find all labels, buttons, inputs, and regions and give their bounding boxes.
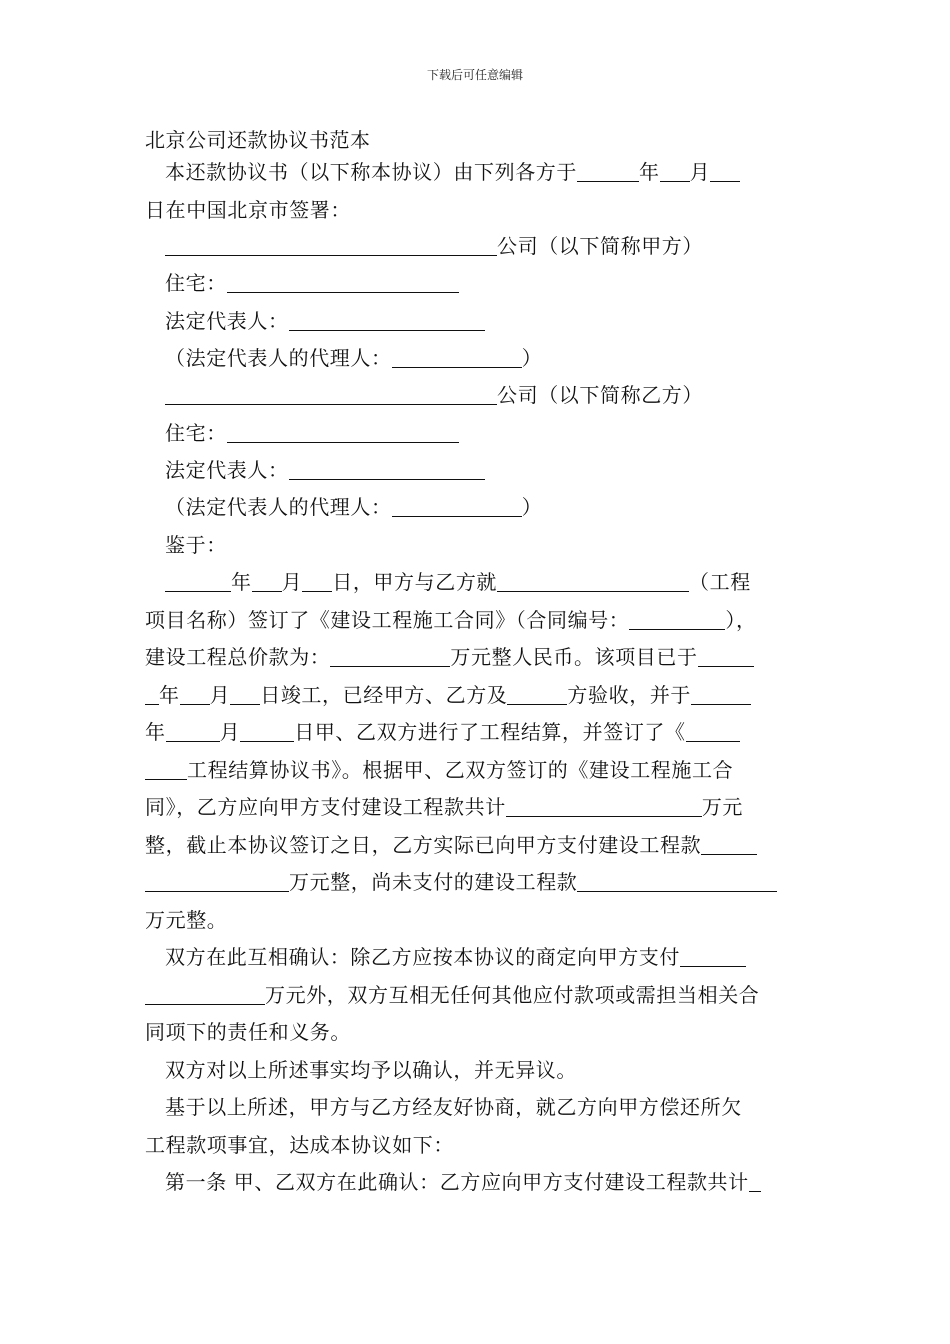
party-b-address-line: 住宅： [145, 418, 830, 448]
party-b-representative-line: 法定代表人： [145, 455, 830, 485]
blank-representative [289, 308, 485, 331]
paragraph-line: 年 月 日甲、乙双方进行了工程结算，并签订了《 [145, 717, 810, 747]
paragraph-line: 万元整，尚未支付的建设工程款 [145, 867, 810, 897]
blank-project-name [497, 569, 689, 592]
paragraph-line: 年 月 日，甲方与乙方就 （工程 [145, 567, 830, 597]
paragraph-line: 工程款项事宜，达成本协议如下： [145, 1133, 454, 1157]
blank-address [227, 270, 459, 293]
blank-month [180, 682, 210, 705]
blank-settlement-name [686, 719, 740, 742]
blank-party-a-name [165, 233, 497, 256]
blank-year-cont [145, 682, 159, 705]
paragraph-line: 整，截止本协议签订之日，乙方实际已向甲方支付建设工程款 [145, 830, 810, 860]
blank-year [577, 159, 639, 182]
paragraph-line: 项目名称）签订了《建设工程施工合同》（合同编号： ）， [145, 608, 757, 632]
paragraph-line: 建设工程总价款为： 万元整人民币。该项目已于 [145, 642, 810, 672]
blank-month [252, 569, 282, 592]
blank-agent [392, 345, 522, 368]
blank-day [710, 159, 740, 182]
blank-payable-amount [680, 944, 746, 967]
blank-amount [749, 1169, 761, 1192]
article-one-line: 第一条 甲、乙双方在此确认：乙方应向甲方支付建设工程款共计 [145, 1167, 830, 1197]
blank-settlement-name-cont [145, 757, 187, 780]
whereas-heading: 鉴于： [165, 533, 227, 557]
blank-year [698, 644, 754, 667]
blank-day [302, 569, 332, 592]
blank-paid-amount-cont [145, 869, 289, 892]
paragraph-line: 同项下的责任和义务。 [145, 1020, 351, 1044]
blank-address [227, 420, 459, 443]
paragraph-line: 双方在此互相确认：除乙方应按本协议的商定向甲方支付 [145, 942, 830, 972]
paragraph-line: 基于以上所述，甲方与乙方经友好协商，就乙方向甲方偿还所欠 [165, 1095, 742, 1119]
blank-paid-amount [701, 832, 757, 855]
party-b-agent-line: （法定代表人的代理人： ） [165, 495, 543, 519]
party-a-line: 公司（以下简称甲方） [145, 231, 830, 261]
blank-year [165, 569, 231, 592]
page-header: 下载后可任意编辑 [426, 68, 523, 82]
party-a-representative-line: 法定代表人： [145, 306, 830, 336]
blank-payable-amount-cont [145, 982, 265, 1005]
paragraph-line: 同》，乙方应向甲方支付建设工程款共计 万元 [145, 795, 744, 819]
blank-unpaid-amount [577, 869, 777, 892]
paragraph-line: 工程结算协议书》。根据甲、乙双方签订的《建设工程施工合 [145, 755, 810, 785]
paragraph-line: 年 月 日竣工，已经甲方、乙方及 方验收，并于 [145, 680, 810, 710]
blank-representative [289, 457, 485, 480]
paragraph-line: 双方对以上所述事实均予以确认，并无异议。 [165, 1058, 577, 1082]
blank-day [240, 719, 294, 742]
paragraph-line: 本还款协议书（以下称本协议）由下列各方于 年 月 [145, 157, 830, 187]
party-a-agent-line: （法定代表人的代理人： ） [165, 346, 543, 370]
blank-year [691, 682, 751, 705]
document-title: 北京公司还款协议书范本 [145, 128, 371, 152]
blank-party [507, 682, 567, 705]
party-b-line: 公司（以下简称乙方） [145, 380, 830, 410]
paragraph-line: 日在中国北京市签署： [145, 198, 351, 222]
blank-party-b-name [165, 382, 497, 405]
paragraph-line: 万元外，双方互相无任何其他应付款项或需担当相关合 [145, 980, 810, 1010]
blank-month [166, 719, 220, 742]
blank-day [230, 682, 260, 705]
blank-month [660, 159, 690, 182]
party-a-address-line: 住宅： [145, 268, 830, 298]
blank-contract-number [629, 607, 725, 630]
blank-total-amount [506, 794, 702, 817]
blank-total-price [330, 644, 450, 667]
paragraph-line: 万元整。 [145, 908, 228, 932]
blank-agent [392, 494, 522, 517]
